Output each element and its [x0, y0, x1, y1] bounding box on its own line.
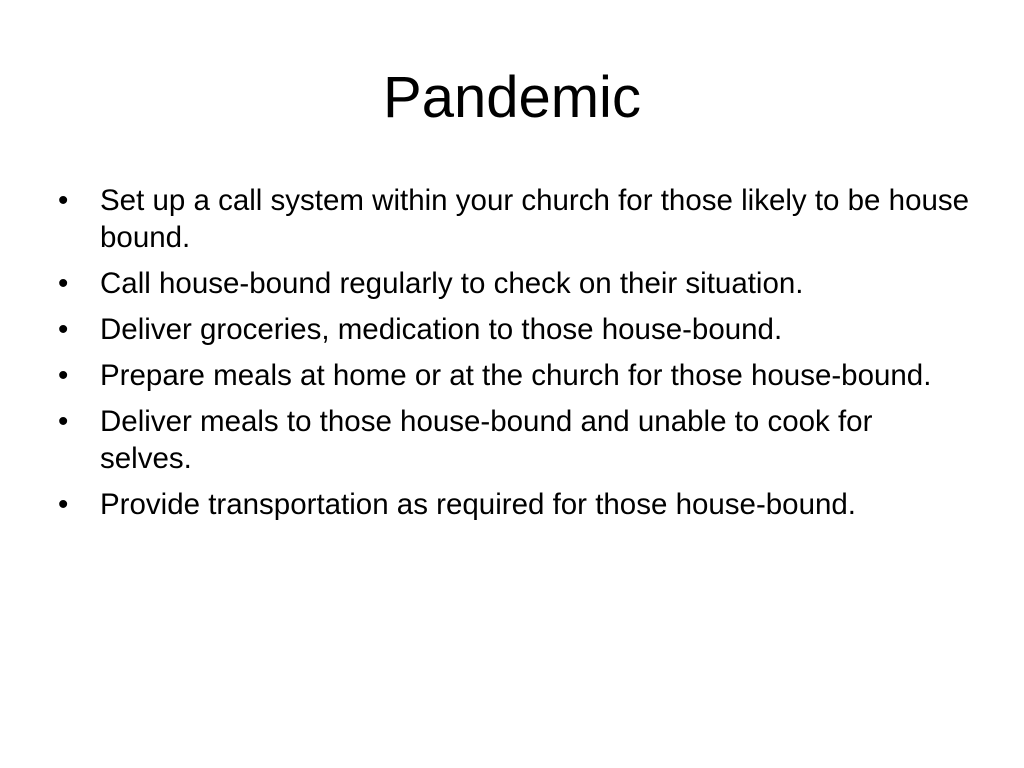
- bullet-item: [58, 486, 970, 523]
- slide-title: Pandemic: [383, 65, 641, 130]
- bullet-list: [58, 182, 970, 532]
- bullet-icon: •: [58, 313, 69, 346]
- bullet-icon: •: [58, 267, 69, 300]
- bullet-icon: •: [58, 359, 69, 392]
- bullet-text: Deliver meals to those house-bound and unable to cook for selves.: [100, 405, 873, 475]
- bullet-item: [58, 403, 970, 477]
- bullet-icon: •: [58, 488, 69, 521]
- bullet-text: Prepare meals at home or at the church for those house-bound.: [100, 359, 932, 392]
- bullet-icon: •: [58, 405, 69, 438]
- bullet-item: [58, 182, 970, 256]
- bullet-item: [58, 357, 970, 394]
- bullet-item: [58, 311, 970, 348]
- bullet-text: Set up a call system within your church for those likely to be house bound.: [100, 184, 970, 254]
- bullet-text: Provide transportation as required for those house-bound.: [100, 488, 856, 521]
- bullet-text: Call house-bound regularly to check on their situation.: [100, 267, 804, 300]
- bullet-item: [58, 265, 970, 302]
- bullet-text: Deliver groceries, medication to those house-bound.: [100, 313, 783, 346]
- bullet-icon: •: [58, 184, 69, 217]
